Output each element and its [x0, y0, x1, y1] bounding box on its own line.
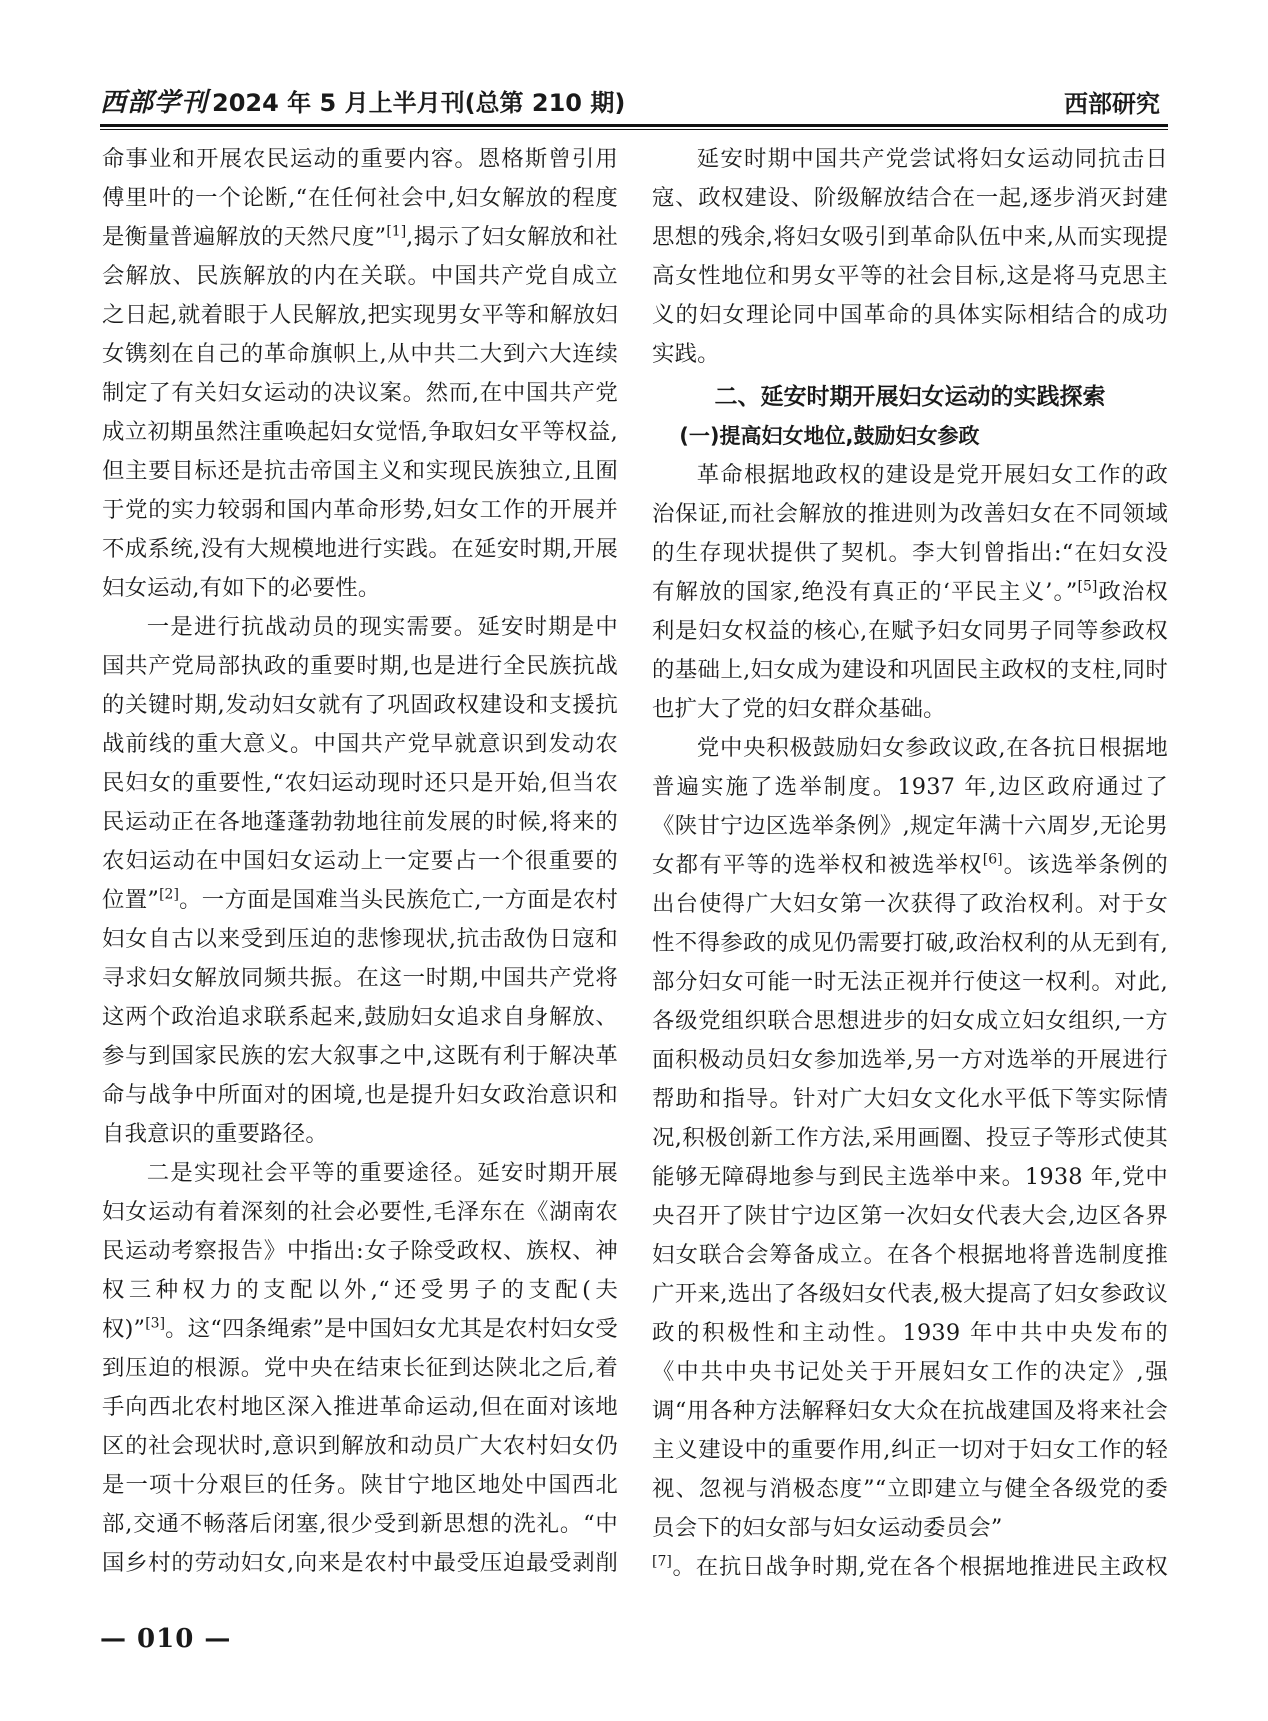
citation-marker: [1] [386, 223, 407, 240]
citation-marker: [6] [982, 851, 1003, 868]
paragraph-text: 。一方面是国难当头民族危亡,一方面是农村妇女自古以来受到压迫的悲惨现状,抗击敌伪日寇和寻求妇女解放同频共振。在这一时期,中国共产党将这两个政治追求联系起来,鼓励妇女追求自身解放、参与到国家民族的宏大叙事之中,这既有利于解决革命与战争中所面对的困境,也是提升妇女政治意识和自我意识的重要路径。 [102, 887, 618, 1147]
paragraph-text: ,揭示了妇女解放和社会解放、民族解放的内在关联。中国共产党自成立之日起,就着眼于人民解放,把实现男女平等和解放妇女镌刻在自己的革命旗帜上,从中共二大到六大连续制定了有关妇女运动的决议案。然而,在中国共产党成立初期虽然注重唤起妇女觉悟,争取妇女平等权益,但主要目标还是抗击帝国主义和实现民族独立,且囿于党的实力较弱和国内革命形势,妇女工作的开展并不成系统,没有大规模地进行实践。在延安时期,开展妇女运动,有如下的必要性。 [102, 224, 618, 601]
page-number: — 010 — [100, 1624, 232, 1654]
body-paragraph [102, 140, 618, 608]
section-name: 西部研究 [1064, 90, 1160, 118]
running-header [100, 82, 1168, 122]
journal-logo: 西部学刊 [100, 88, 209, 118]
citation-marker: [2] [159, 886, 179, 903]
body-paragraph [102, 608, 618, 1154]
page-footer [100, 1624, 231, 1654]
paragraph-text: 二是实现社会平等的重要途径。延安时期开展妇女运动有着深刻的社会必要性,毛泽东在《湖南农民运动考察报告》中指出:女子除受政权、族权、神权三种权力的支配以外,“还受男子的支配(夫权)” [102, 1160, 618, 1342]
citation-marker: [7] [652, 1553, 672, 1570]
left-column [102, 140, 618, 1580]
paragraph-text: 。该选举条例的出台使得广大妇女第一次获得了政治权利。对于女性不得参政的成见仍需要打破,政治权利的从无到有,部分妇女可能一时无法正视并行使这一权利。对此,各级党组织联合思想进步的妇女成立妇女组织,一方面积极动员妇女参加选举,另一方对选举的开展进行帮助和指导。针对广大妇女文化水平低下等实际情况,积极创新工作方法,采用画圈、投豆子等形式使其能够无障碍地参与到民主选举中来。1938 年,党中央召开了陕甘宁边区第一次妇女代表大会,边区各界妇女联合会筹备成立。在各个根据地将普选制度推广开来,选出了各级妇女代表,极大提高了妇女参政议政的积极性和主动性。1939 年中共中央发布的《中共中央书记处关于开展妇女工作的决定》,强调“用各种方法解释妇女大众在抗战建国及将来社会主义建设中的重要作用,纠正一切对于妇女工作的轻视、忽视与消极态度”“立即建立与健全各级党的委员会下的妇女部与妇女运动委员会” [652, 852, 1168, 1541]
citation-marker: [3] [145, 1315, 166, 1332]
body-paragraph [652, 456, 1168, 729]
section-heading: 二、延安时期开展妇女运动的实践探索 [714, 384, 1106, 410]
paragraph-text: 命事业和开展农民运动的重要内容。恩格斯曾引用傅里叶的一个论断,“在任何社会中,妇女解放的程度是衡量普遍解放的天然尺度” [102, 146, 618, 250]
header-rule-thin [100, 129, 1168, 130]
header-rule-thick [100, 124, 1168, 127]
paragraph-text: 政治权利是妇女权益的核心,在赋予妇女同男子同等参政权的基础上,妇女成为建设和巩固民主政权的支柱,同时也扩大了党的妇女群众基础。 [652, 579, 1168, 722]
body-paragraph [102, 1154, 618, 1580]
paragraph-text: 延安时期中国共产党尝试将妇女运动同抗击日寇、政权建设、阶级解放结合在一起,逐步消灭封建思想的残余,将妇女吸引到革命队伍中来,从而实现提高女性地位和男女平等的社会目标,这是将马克思主义的妇女理论同中国革命的具体实际相结合的成功实践。 [652, 146, 1168, 367]
body-paragraph [652, 140, 1168, 374]
issue-info: 2024 年 5 月上半月刊(总第 210 期) [212, 89, 626, 117]
subsection-heading: (一)提高妇女地位,鼓励妇女参政 [679, 424, 980, 448]
masthead [100, 82, 625, 119]
paragraph-text: 党中央积极鼓励妇女参政议政,在各抗日根据地普遍实施了选举制度。1937 年,边区政府通过了《陕甘宁边区选举条例》,规定年满十六周岁,无论男女都有平等的选举权和被选举权 [652, 735, 1168, 878]
body-paragraph [652, 729, 1168, 1548]
paragraph-text: 。在抗日战争时期,党在各个根据地推进民主政权 [671, 1554, 1168, 1580]
citation-marker: [5] [1077, 578, 1098, 595]
paragraph-text: 一是进行抗战动员的现实需要。延安时期是中国共产党局部执政的重要时期,也是进行全民族抗战的关键时期,发动妇女就有了巩固政权建设和支援抗战前线的重大意义。中国共产党早就意识到发动农民妇女的重要性,“农妇运动现时还只是开始,但当农民运动正在各地蓬蓬勃勃地往前发展的时候,将来的农妇运动在中国妇女运动上一定要占一个很重要的位置” [102, 614, 618, 913]
right-column [652, 140, 1168, 1580]
paragraph-text: 革命根据地政权的建设是党开展妇女工作的政治保证,而社会解放的推进则为改善妇女在不同领域的生存现状提供了契机。李大钊曾指出:“在妇女没有解放的国家,绝没有真正的‘平民主义’。” [652, 462, 1168, 605]
body-paragraph [652, 1548, 1168, 1580]
paragraph-text: 。这“四条绳索”是中国妇女尤其是农村妇女受到压迫的根源。党中央在结束长征到达陕北之后,着手向西北农村地区深入推进革命运动,但在面对该地区的社会现状时,意识到解放和动员广大农村妇女仍是一项十分艰巨的任务。陕甘宁地区地处中国西北部,交通不畅落后闭塞,很少受到新思想的洗礼。“中国乡村的劳动妇女,向来是农村中最受压迫最受剥削 [102, 1316, 618, 1576]
